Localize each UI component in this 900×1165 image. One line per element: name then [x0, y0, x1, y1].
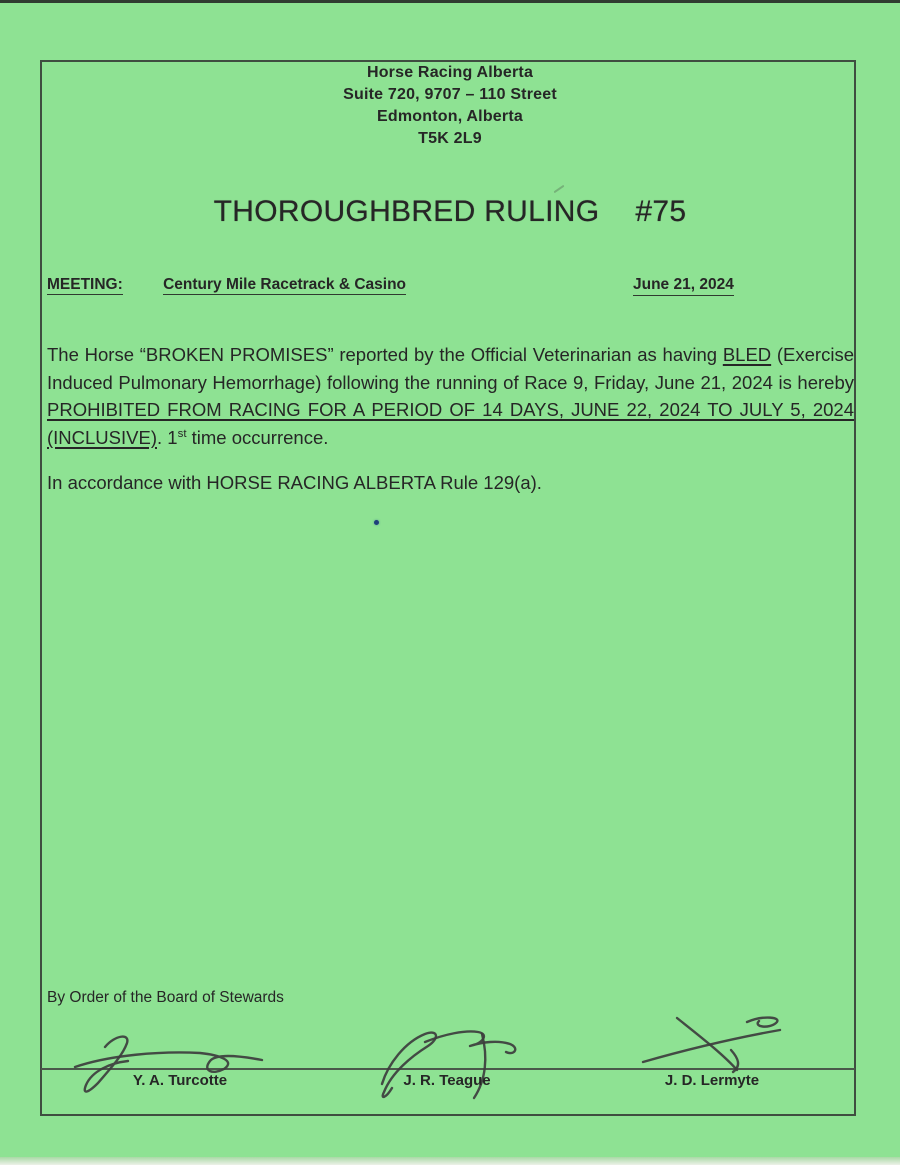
ruling-line-3 [47, 396, 854, 424]
ruling-number: #75 [635, 195, 687, 228]
scan-edge-top [0, 0, 900, 3]
ordinal-superscript: st [177, 427, 187, 440]
ruling-line-4-mid: . 1 [157, 426, 178, 448]
address-line-2: Edmonton, Alberta [377, 108, 523, 125]
by-order-text: By Order of the Board of Stewards [47, 989, 284, 1006]
signer-name-teague: J. R. Teague [403, 1072, 491, 1089]
title-text: THOROUGHBRED RULING [213, 195, 600, 228]
org-name: Horse Racing Alberta [366, 64, 534, 81]
ruling-line-2-text: Induced Pulmonary Hemorrhage) following the running of Race 9, Friday, June 21, 2024 is hereby [47, 371, 854, 393]
document-title [0, 195, 900, 229]
bled-underlined: BLED [722, 344, 772, 365]
ruling-line-1 [47, 341, 854, 369]
meeting-label: MEETING: [47, 276, 123, 293]
meeting-venue: Century Mile Racetrack & Casino [163, 276, 407, 293]
ruling-line-1-tail: (Exercise [771, 344, 854, 365]
prohibition-underlined: PROHIBITED FROM RACING FOR A PERIOD OF 14 DAYS, JUNE 22, 2024 TO JULY 5, 2024 [47, 399, 854, 420]
ruling-line-1-text: The Horse “BROKEN PROMISES” reported by the Official Veterinarian as having [47, 344, 723, 365]
meeting-row [47, 276, 853, 298]
scan-edge-bottom [0, 1157, 900, 1165]
postal-code: T5K 2L9 [418, 130, 482, 147]
ruling-line-4-tail: time occurrence. [186, 426, 329, 448]
inclusive-underlined: (INCLUSIVE) [47, 426, 157, 448]
letterhead [0, 62, 900, 150]
address-line-1: Suite 720, 9707 – 110 Street [343, 86, 557, 103]
ruling-paragraph [47, 341, 854, 451]
ink-dot [374, 520, 379, 525]
signer-name-turcotte: Y. A. Turcotte [132, 1072, 228, 1089]
rule-reference: In accordance with HORSE RACING ALBERTA Rule 129(a). [47, 472, 542, 493]
signature-line [41, 1068, 855, 1070]
ruling-line-2 [47, 369, 854, 397]
meeting-date: June 21, 2024 [633, 276, 734, 296]
ruling-line-4 [47, 424, 854, 452]
signer-name-lermyte: J. D. Lermyte [664, 1072, 760, 1089]
